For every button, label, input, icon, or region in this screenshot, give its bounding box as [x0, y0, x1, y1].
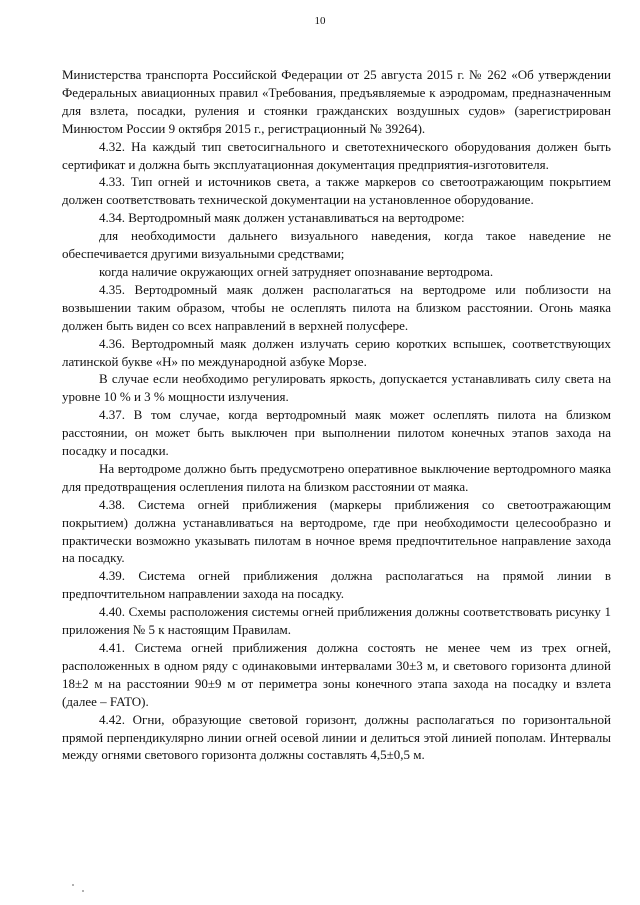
paragraph-4-36: 4.36. Вертодромный маяк должен излучать серию коротких вспышек, соответствующих латинской букве «H» по международной азбуке Морзе.: [62, 335, 611, 369]
scan-speck: [82, 890, 84, 892]
paragraph-4-34: 4.34. Вертодромный маяк должен устанавливаться на вертодроме:: [99, 210, 465, 226]
page-number: 10: [314, 15, 326, 27]
paragraph-intro: Министерства транспорта Российской Федерации от 25 августа 2015 г. № 262 «Об утверждении Федеральных авиационных правил «Требования, предъявляемые к аэродромам, предназначенным для взлета, посадки, руления и стоянки гражданских воздушных судов» (зарегистрирован Минюстом России 9 октября 2015 г., регистрационный № 39264).: [62, 67, 611, 136]
paragraph-4-34-item-1: для необходимости дальнего визуального наведения, когда такое наведение не обеспечивается другими визуальными средствами;: [62, 228, 611, 262]
paragraph-4-40: 4.40. Схемы расположения системы огней приближения должны соответствовать рисунку 1 приложения № 5 к настоящим Правилам.: [62, 604, 611, 638]
paragraph-4-33: 4.33. Тип огней и источников света, а также маркеров со светоотражающим покрытием должен соответствовать технической документации на установленное оборудование.: [62, 174, 611, 208]
scan-speck: [72, 884, 74, 886]
paragraph-4-37: 4.37. В том случае, когда вертодромный маяк может ослеплять пилота на близком расстоянии, он может быть выключен при выполнении пилотом конечных этапов захода на посадку и посадки.: [62, 407, 611, 459]
paragraph-4-37-shutdown: На вертодроме должно быть предусмотрено оперативное выключение вертодромного маяка для предотвращения ослепления пилота на близком расстоянии от маяка.: [62, 460, 611, 494]
paragraph-4-35: 4.35. Вертодромный маяк должен располагаться на вертодроме или поблизости на возвышении таким образом, чтобы не ослеплять пилота на близком расстоянии. Огонь маяка должен быть виден со всех направлений в верхней полусфере.: [62, 281, 611, 333]
paragraph-4-32: 4.32. На каждый тип светосигнального и светотехнического оборудования должен быть сертификат и должна быть эксплуатационная документация предприятия-изготовителя.: [62, 138, 611, 172]
paragraph-4-41: 4.41. Система огней приближения должна состоять не менее чем из трех огней, расположенных в одном ряду с одинаковыми интервалами 30±3 м, и светового горизонта длиной 18±2 м на расстоянии 90±9 м от периметра зоны конечного этапа захода на посадку и взлета (далее – FATO).: [62, 640, 611, 709]
document-body: [62, 66, 611, 764]
paragraph-4-42: 4.42. Огни, образующие световой горизонт, должны располагаться по горизонтальной прямой перпендикулярно линии огней осевой линии и делиться этой линией пополам. Интервалы между огнями светового горизонта должны составлять 4,5±0,5 м.: [62, 711, 611, 763]
paragraph-4-38: 4.38. Система огней приближения (маркеры приближения со светоотражающим покрытием) должна устанавливаться на вертодроме, где при необходимости целесообразно и практически возможно указывать пилотам в ночное время предпочтительное направление захода на посадку.: [62, 496, 611, 566]
paragraph-4-39: 4.39. Система огней приближения должна располагаться на прямой линии в предпочтительном направлении захода на посадку.: [62, 568, 611, 602]
paragraph-4-34-item-2: когда наличие окружающих огней затрудняет опознавание вертодрома.: [99, 263, 494, 279]
paragraph-4-36-brightness: В случае если необходимо регулировать яркость, допускается устанавливать силу света на уровне 10 % и 3 % мощности излучения.: [62, 371, 611, 405]
